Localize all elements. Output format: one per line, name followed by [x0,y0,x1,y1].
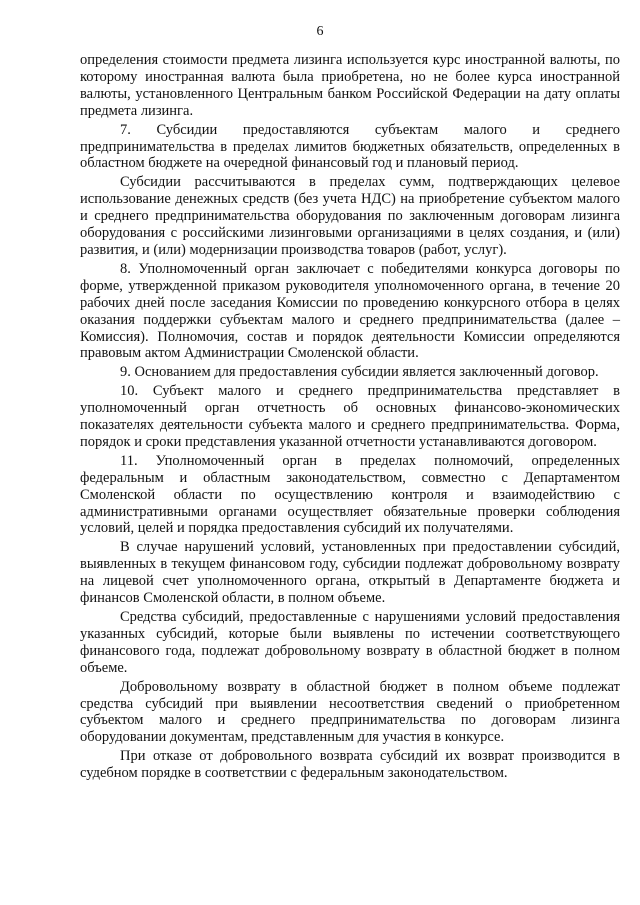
paragraph-clause-7: 7. Субсидии предоставляются субъектам малого и среднего предпринимательства в пределах лимитов бюджетных обязательств, определенных в областном бюджете на очередной финансовый год и плановый период. [80,121,620,172]
paragraph-continuation: определения стоимости предмета лизинга используется курс иностранной валюты, по которому иностранная валюта была приобретена, но не более курса иностранной валюты, установленного Центральным банком Российской Федерации на дату оплаты предмета лизинга. [80,52,620,119]
paragraph-violation-after-year: Средства субсидий, предоставленные с нарушениями условий предоставления указанных субсидий, которые были выявлены по истечении соответствующего финансового года, подлежат добровольному возврату в областной бюджет в полном объеме. [80,609,620,676]
paragraph-clause-9: 9. Основанием для предоставления субсидии является заключенный договор. [120,364,599,381]
paragraph-subsidy-calculation: Субсидии рассчитываются в пределах сумм, подтверждающих целевое использование денежных средств (без учета НДС) на приобретение субъектом малого и среднего предпринимательства оборудования по заключенным договорам лизинга оборудования с российскими лизинговыми организациями в целях создания, и (или) развития, и (или) модернизации производства товаров (работ, услуг). [80,174,620,258]
page-number: 6 [316,24,324,39]
paragraph-voluntary-return: Добровольному возврату в областной бюджет в полном объеме подлежат средства субсидий при выявлении несоответствия сведений о приобретенном субъектом малого и среднего предпринимательства по договорам лизинга оборудовании документам, представленным для участия в конкурсе. [80,678,620,746]
paragraph-clause-11: 11. Уполномоченный орган в пределах полномочий, определенных федеральным и областным законодательством, совместно с Департаментом Смоленской области по осуществлению контроля и взаимодействию с административными органами осуществляет обязательные проверки соблюдения условий, целей и порядка предоставления субсидий их получателями. [80,452,620,537]
paragraph-violation-current-year: В случае нарушений условий, установленных при предоставлении субсидий, выявленных в текущем финансовом году, субсидии подлежат добровольному возврату на лицевой счет уполномоченного органа, открытый в Департаменте бюджета и финансов Смоленской области, в полном объеме. [80,539,620,607]
paragraph-judicial-return: При отказе от добровольного возврата субсидий их возврат производится в судебном порядке в соответствии с федеральным законодательством. [80,748,620,782]
paragraph-clause-10: 10. Субъект малого и среднего предпринимательства представляет в уполномоченный орган отчетность об основных финансово-экономических показателях деятельности субъекта малого и среднего предпринимательства. Форма, порядок и сроки представления указанной отчетности устанавливаются договором. [80,383,620,450]
document-body [80,52,620,784]
paragraph-clause-8: 8. Уполномоченный орган заключает с победителями конкурса договоры по форме, утвержденной приказом руководителя уполномоченного органа, в течение 20 рабочих дней после заседания Комиссии по проведению конкурсного отбора в целях оказания поддержки субъектам малого и среднего предпринимательства (далее – Комиссия). Полномочия, состав и порядок деятельности Комиссии определяются правовым актом Администрации Смоленской области. [80,260,620,362]
